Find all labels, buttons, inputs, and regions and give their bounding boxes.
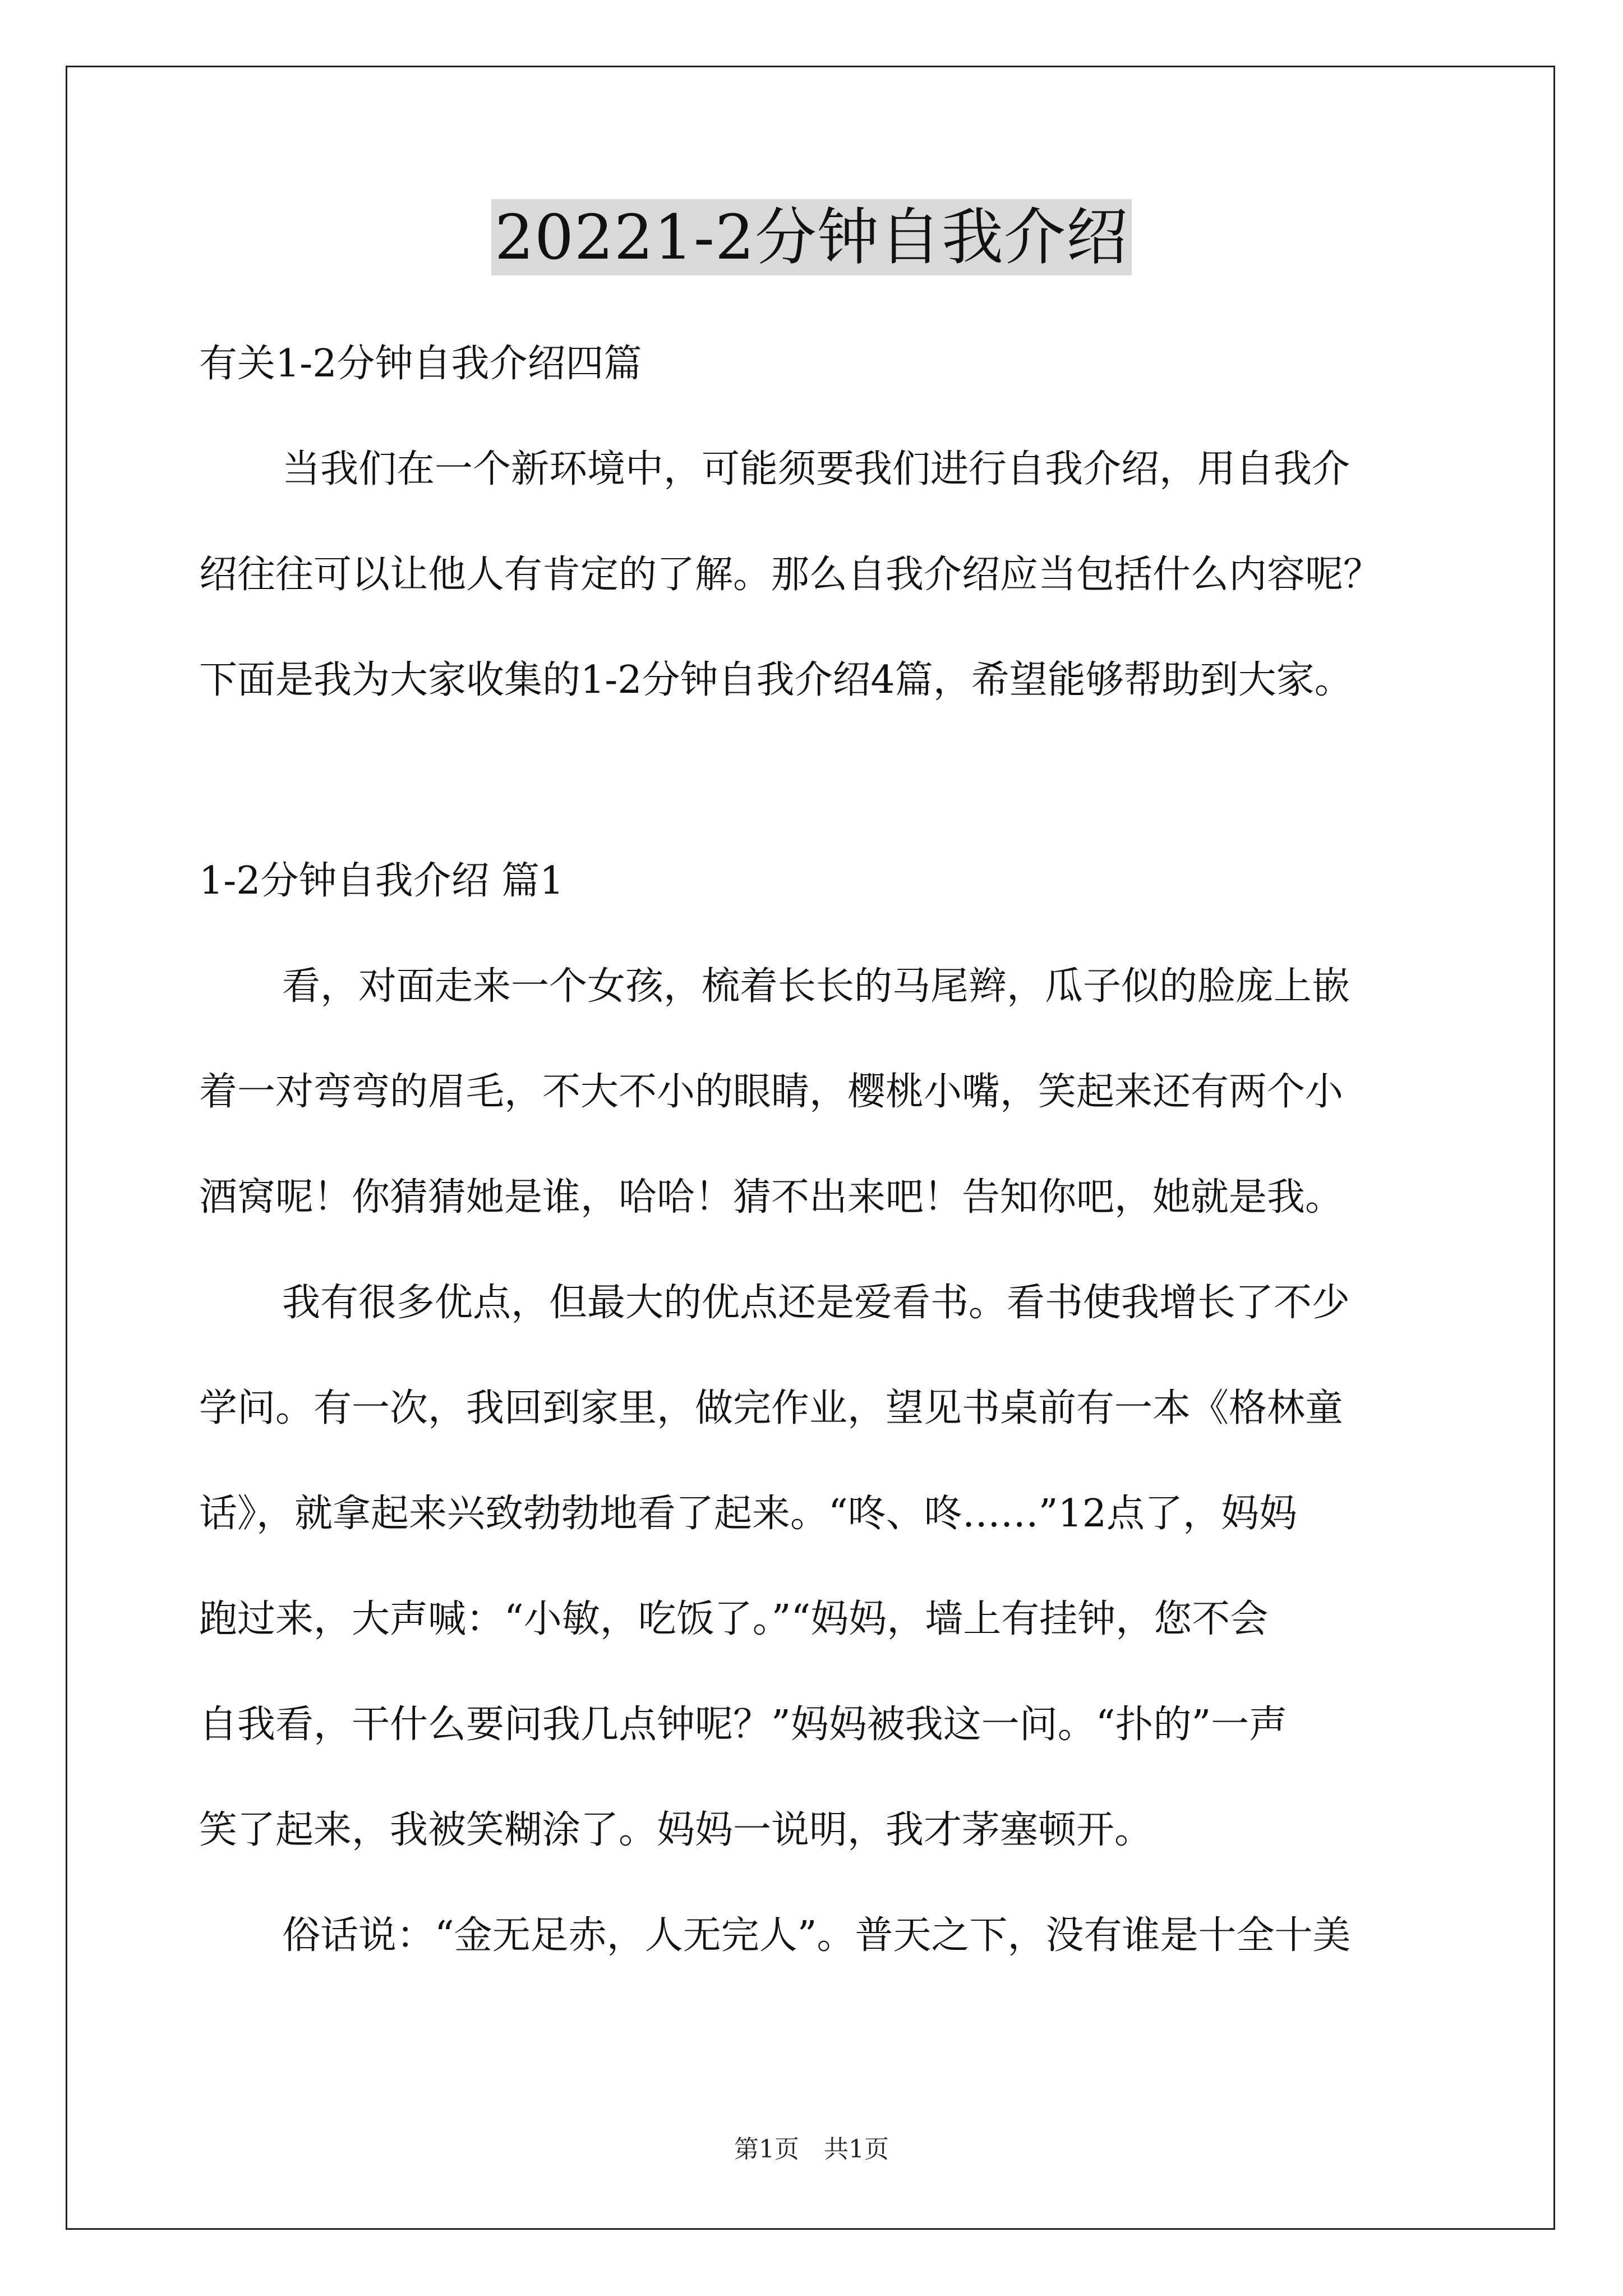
section-heading: 1-2分钟自我介绍 篇1: [199, 859, 564, 903]
page-number: 第1页 共1页: [734, 2135, 889, 2164]
paragraph-line: 当我们在一个新环境中，可能须要我们进行自我介绍，用自我介: [282, 447, 1350, 491]
paragraph-line: 着一对弯弯的眉毛，不大不小的眼睛，樱桃小嘴，笑起来还有两个小: [199, 1070, 1344, 1114]
paragraph-line: 下面是我为大家收集的1-2分钟自我介绍4篇，希望能够帮助到大家。: [199, 658, 1353, 702]
paragraph-line: 我有很多优点，但最大的优点还是爱看书。看书使我增长了不少: [282, 1281, 1350, 1325]
document-body: [199, 311, 1433, 1989]
paragraph-line: 酒窝呢！你猜猜她是谁，哈哈！猜不出来吧！告知你吧，她就是我。: [199, 1175, 1344, 1220]
paragraph-line: 跑过来，大声喊：“小敏，吃饭了。”“妈妈，墙上有挂钟，您不会: [199, 1597, 1269, 1641]
paragraph-line: 看，对面走来一个女孩，梳着长长的马尾辫，瓜子似的脸庞上嵌: [282, 964, 1350, 1009]
title-area: [0, 199, 1623, 275]
intro-heading: 有关1-2分钟自我介绍四篇: [199, 342, 642, 386]
section-gap: [199, 733, 1433, 829]
page-footer: [0, 2129, 1623, 2165]
paragraph-line: 学问。有一次，我回到家里，做完作业，望见书桌前有一本《格林童: [199, 1386, 1344, 1430]
paragraph-line: 俗话说：“金无足赤，人无完人”。普天之下，没有谁是十全十美: [282, 1913, 1351, 1958]
document-title: 20221-2分钟自我介绍: [491, 199, 1132, 275]
paragraph-line: 话》，就拿起来兴致勃勃地看了起来。“咚、咚……”12点了，妈妈: [199, 1492, 1298, 1536]
paragraph-line: 自我看，干什么要问我几点钟呢？”妈妈被我这一问。“扑的”一声: [199, 1703, 1288, 1747]
paragraph-line: 笑了起来，我被笑糊涂了。妈妈一说明，我才茅塞顿开。: [199, 1808, 1153, 1852]
paragraph-line: 绍往往可以让他人有肯定的了解。那么自我介绍应当包括什么内容呢？: [199, 553, 1382, 597]
